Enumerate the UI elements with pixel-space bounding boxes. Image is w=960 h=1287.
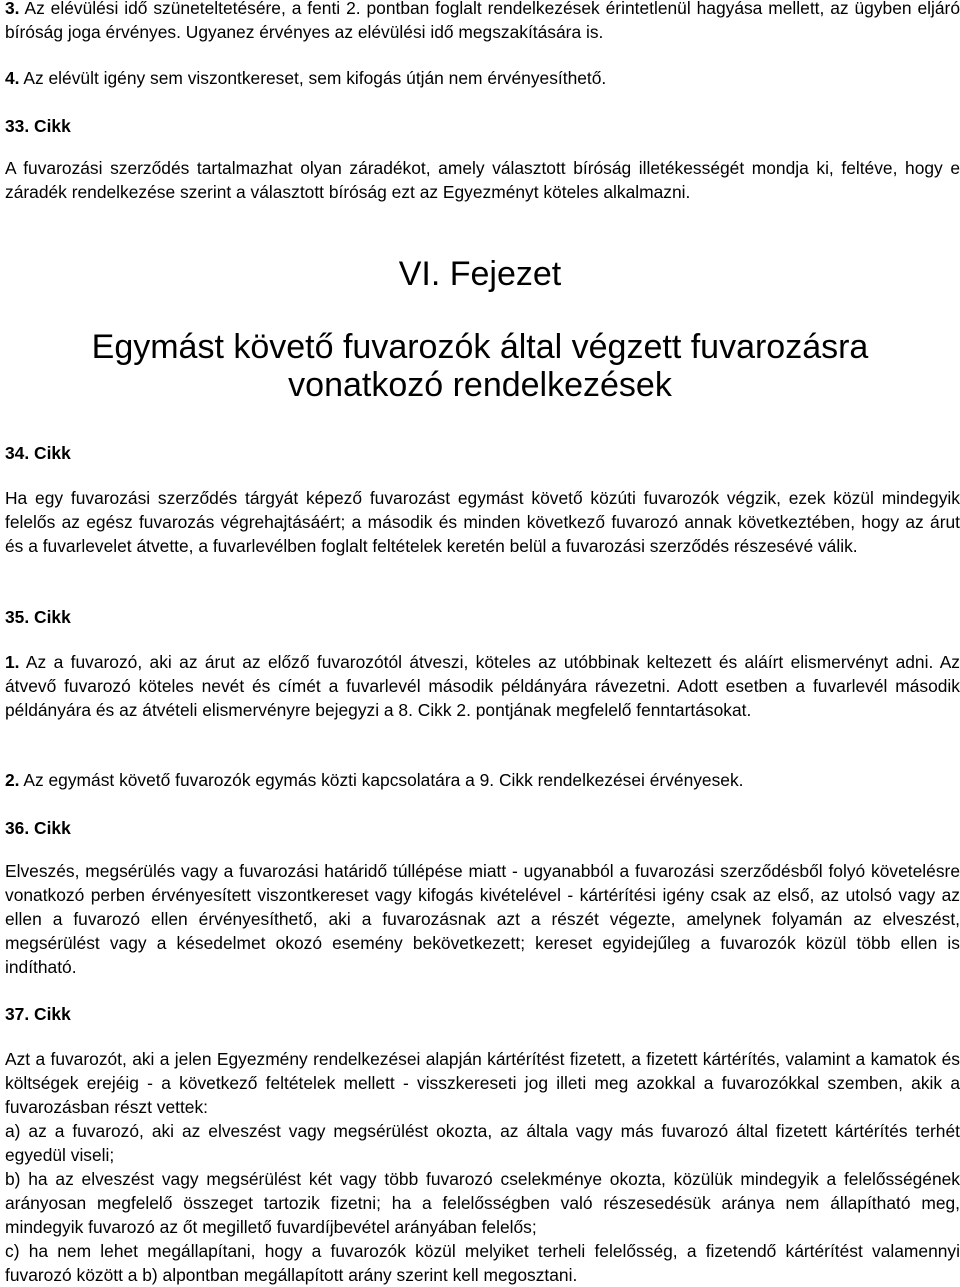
paragraph-text: Az a fuvarozó, aki az árut az előző fuvarozótól átveszi, köteles az utóbbinak keltezett és aláírt elismervényt adni. Az átvevő fuvarozó köteles nevét és címét a fuvarlevél második példányára rávezetni. Adott esetben a fuvarlevél második példányára és az átvételi elismervényre bejegyzi a 8. Cikk 2. pontjának megfelelő fenntartásokat. [5,652,960,720]
article-33-heading: 33. Cikk [5,116,71,136]
article-34-text: Ha egy fuvarozási szerződés tárgyát képező fuvarozást egymást követő közúti fuvarozók végzik, ezek közül mindegyik felelős az egész fuvarozás végrehajtásáért; a második és minden következő fuvarozó annak következtében, hogy az árut és a fuvarlevelet átvette, a fuvarlevélben foglalt feltételek keretén belül a fuvarozási szerződés részesévé válik. [5,488,960,556]
paragraph-text: Az elévülési idő szüneteltetésére, a fenti 2. pontban foglalt rendelkezések érintetlenül hagyása mellett, az ügyben eljáró bíróság joga érvényes. Ugyanez érvényes az elévülési idő megszakítására is. [5,0,960,42]
article-36-text: Elveszés, megsérülés vagy a fuvarozási határidő túllépése miatt - ugyanabból a fuvarozási szerződésből folyó követelésre vonatkozó perben érvényesített viszontkereset vagy kifogás kivételével - kártérítési igény csak az első, az utolsó vagy az ellen a fuvarozó ellen érvényesíthető, aki a fuvarozásnak azt a részét végezte, amelynek folyamán az elveszést, megsérülést vagy a késedelmet okozó esemény bekövetkezett; kereset egyidejűleg a fuvarozók közül több ellen is indítható. [5,861,960,977]
article-37-item-b: b) ha az elveszést vagy megsérülést két vagy több fuvarozó cselekménye okozta, közülük mindegyik a felelősségének arányosan megfelelő összeget tartozik fizetni; ha a felelősségben való részesedésük aránya nem állapítható meg, mindegyik fuvarozó az őt megillető fuvardíjbevétel arányában felelős; [5,1169,960,1237]
article-35-heading: 35. Cikk [5,607,71,627]
paragraph-4 [5,66,960,90]
article-37-item-c: c) ha nem lehet megállapítani, hogy a fuvarozók közül melyiket terheli felelősség, a fizetendő kártérítést valamennyi fuvarozó között a b) alpontban megállapított arány szerint kell megosztani. [5,1241,960,1285]
article-34-heading: 34. Cikk [5,443,71,463]
paragraph-number: 3. [5,0,20,18]
paragraph-text: Az egymást követő fuvarozók egymás közti kapcsolatára a 9. Cikk rendelkezései érvényesek. [19,770,744,790]
paragraph-number: 4. [5,68,20,88]
article-37-heading: 37. Cikk [5,1004,71,1024]
article-36-heading: 36. Cikk [5,818,71,838]
article-37-item-a: a) az a fuvarozó, aki az elveszést vagy megsérülést okozta, az általa vagy más fuvarozó által fizetett kártérítés terhét egyedül viseli; [5,1121,960,1165]
article-35-paragraph-2 [5,768,960,792]
paragraph-3 [5,0,960,44]
chapter-title-line-1: Egymást követő fuvarozók által végzett fuvarozásra [91,328,869,366]
article-35-paragraph-1 [5,650,960,722]
chapter-title-line-2: vonatkozó rendelkezések [288,366,672,404]
paragraph-number: 2. [5,770,20,790]
paragraph-text: Az elévült igény sem viszontkereset, sem kifogás útján nem érvényesíthető. [19,68,607,88]
article-33-text: A fuvarozási szerződés tartalmazhat olyan záradékot, amely választott bíróság illetékességét mondja ki, feltéve, hogy e záradék rendelkezése szerint a választott bíróság ezt az Egyezményt köteles alkalmazni. [5,158,960,202]
chapter-label: VI. Fejezet [398,255,562,293]
article-37-intro: Azt a fuvarozót, aki a jelen Egyezmény rendelkezései alapján kártérítést fizetett, a fizetett kártérítés, valamint a kamatok és költségek erejéig - a következő feltételek mellett - visszkereseti jog illeti meg azokkal a fuvarozókkal szemben, akik a fuvarozásban részt vettek: [5,1049,960,1117]
paragraph-number: 1. [5,652,20,672]
